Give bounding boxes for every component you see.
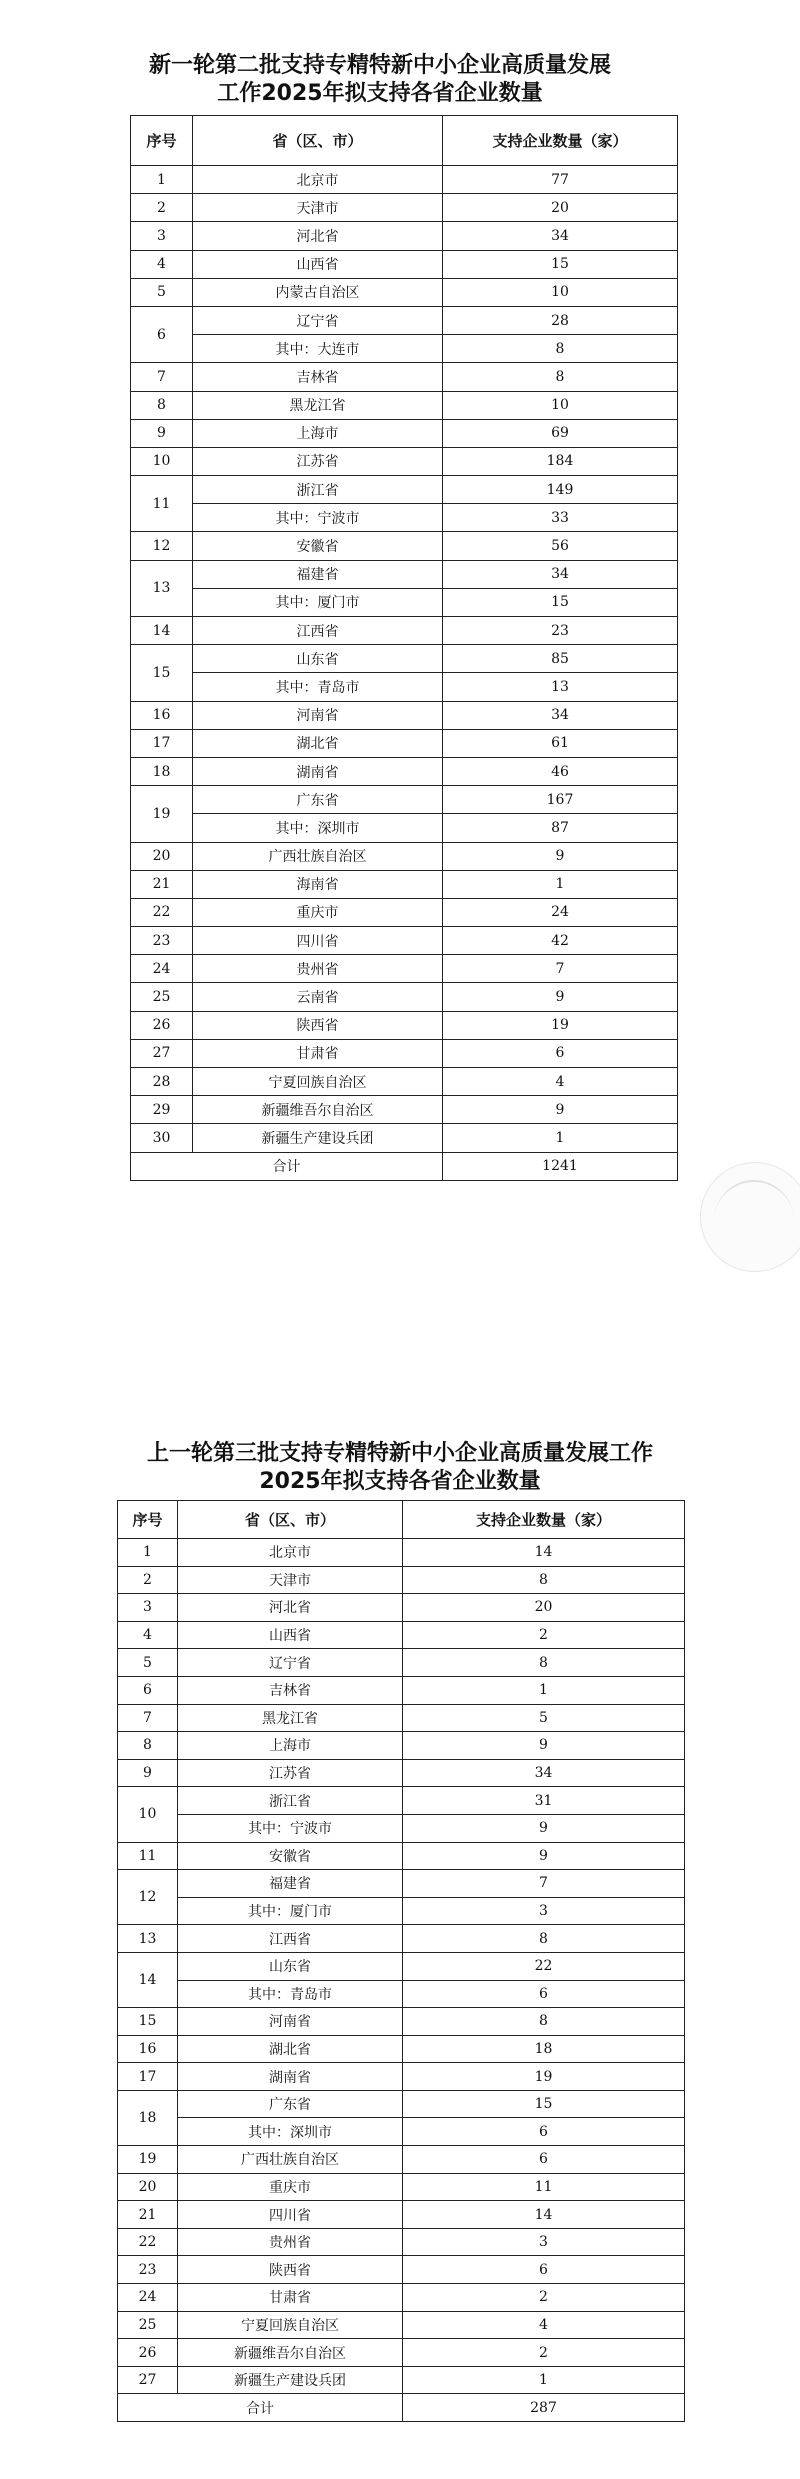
table-row bbox=[131, 983, 678, 1011]
province-name: 宁夏回族自治区 bbox=[193, 1068, 443, 1096]
header-row bbox=[118, 1501, 685, 1539]
enterprise-count: 20 bbox=[443, 194, 678, 222]
province-name: 其中：宁波市 bbox=[193, 504, 443, 532]
enterprise-count: 8 bbox=[443, 363, 678, 391]
province-name: 海南省 bbox=[193, 870, 443, 898]
enterprise-count: 31 bbox=[403, 1787, 685, 1815]
enterprise-count: 1 bbox=[403, 1676, 685, 1704]
table-row bbox=[118, 1980, 685, 2008]
table-row bbox=[118, 2090, 685, 2118]
province-name: 河北省 bbox=[193, 222, 443, 250]
table-row bbox=[118, 2339, 685, 2367]
province-name: 河南省 bbox=[193, 701, 443, 729]
table1 bbox=[130, 115, 678, 1181]
table-row bbox=[131, 306, 678, 334]
table-row bbox=[131, 814, 678, 842]
enterprise-count: 34 bbox=[443, 222, 678, 250]
province-name: 其中：大连市 bbox=[193, 335, 443, 363]
province-name: 江苏省 bbox=[178, 1759, 403, 1787]
row-number: 7 bbox=[118, 1704, 178, 1732]
row-number: 26 bbox=[118, 2339, 178, 2367]
table-row bbox=[131, 504, 678, 532]
table-row bbox=[118, 1649, 685, 1677]
row-number: 1 bbox=[118, 1539, 178, 1567]
province-name: 其中：宁波市 bbox=[178, 1814, 403, 1842]
row-number: 24 bbox=[118, 2284, 178, 2312]
province-name: 宁夏回族自治区 bbox=[178, 2311, 403, 2339]
table-row bbox=[118, 2366, 685, 2394]
province-name: 上海市 bbox=[178, 1732, 403, 1760]
row-number: 5 bbox=[131, 278, 193, 306]
province-name: 北京市 bbox=[178, 1539, 403, 1567]
province-name: 天津市 bbox=[193, 194, 443, 222]
enterprise-count: 28 bbox=[443, 306, 678, 334]
table-row bbox=[118, 1787, 685, 1815]
enterprise-count: 34 bbox=[443, 560, 678, 588]
province-name: 贵州省 bbox=[193, 955, 443, 983]
province-name: 内蒙古自治区 bbox=[193, 278, 443, 306]
table-row bbox=[131, 1068, 678, 1096]
enterprise-count: 24 bbox=[443, 898, 678, 926]
table-row bbox=[118, 1704, 685, 1732]
enterprise-count: 2 bbox=[403, 1621, 685, 1649]
table-row bbox=[131, 391, 678, 419]
enterprise-count: 3 bbox=[403, 1897, 685, 1925]
row-number: 3 bbox=[118, 1594, 178, 1622]
table-row bbox=[118, 1621, 685, 1649]
enterprise-count: 6 bbox=[403, 2118, 685, 2146]
table-row bbox=[131, 194, 678, 222]
enterprise-count: 3 bbox=[403, 2228, 685, 2256]
table2-title-line2: 2025年拟支持各省企业数量 bbox=[259, 1469, 541, 1494]
row-number: 8 bbox=[118, 1732, 178, 1760]
table-row bbox=[118, 2228, 685, 2256]
row-number: 17 bbox=[131, 729, 193, 757]
row-number: 15 bbox=[131, 645, 193, 701]
province-name: 重庆市 bbox=[178, 2173, 403, 2201]
province-name: 新疆维吾尔自治区 bbox=[193, 1096, 443, 1124]
row-number: 23 bbox=[118, 2256, 178, 2284]
province-name: 湖南省 bbox=[178, 2063, 403, 2091]
table-row bbox=[131, 729, 678, 757]
row-number: 12 bbox=[131, 532, 193, 560]
row-number: 10 bbox=[118, 1787, 178, 1842]
total-row bbox=[118, 2394, 685, 2422]
province-name: 甘肃省 bbox=[193, 1039, 443, 1067]
province-name: 安徽省 bbox=[178, 1842, 403, 1870]
header-province: 省（区、市） bbox=[193, 116, 443, 166]
table-row bbox=[131, 560, 678, 588]
table-row bbox=[118, 2063, 685, 2091]
enterprise-count: 10 bbox=[443, 391, 678, 419]
enterprise-count: 23 bbox=[443, 617, 678, 645]
row-number: 21 bbox=[118, 2201, 178, 2229]
province-name: 四川省 bbox=[178, 2201, 403, 2229]
row-number: 8 bbox=[131, 391, 193, 419]
table2-title-line1: 上一轮第三批支持专精特新中小企业高质量发展工作 bbox=[146, 1441, 653, 1466]
row-number: 16 bbox=[131, 701, 193, 729]
table-row bbox=[118, 1594, 685, 1622]
table-row bbox=[131, 955, 678, 983]
header-count: 支持企业数量（家） bbox=[403, 1501, 685, 1539]
enterprise-count: 184 bbox=[443, 447, 678, 475]
province-name: 安徽省 bbox=[193, 532, 443, 560]
province-name: 吉林省 bbox=[178, 1676, 403, 1704]
table-row bbox=[118, 2173, 685, 2201]
row-number: 19 bbox=[131, 786, 193, 842]
enterprise-count: 6 bbox=[443, 1039, 678, 1067]
row-number: 2 bbox=[131, 194, 193, 222]
province-name: 新疆生产建设兵团 bbox=[193, 1124, 443, 1152]
table-row bbox=[131, 222, 678, 250]
header-no: 序号 bbox=[131, 116, 193, 166]
table-row bbox=[131, 588, 678, 616]
row-number: 29 bbox=[131, 1096, 193, 1124]
province-name: 其中：厦门市 bbox=[193, 588, 443, 616]
row-number: 9 bbox=[118, 1759, 178, 1787]
enterprise-count: 8 bbox=[443, 335, 678, 363]
province-name: 贵州省 bbox=[178, 2228, 403, 2256]
enterprise-count: 15 bbox=[443, 588, 678, 616]
table-row bbox=[131, 757, 678, 785]
row-number: 26 bbox=[131, 1011, 193, 1039]
table-row bbox=[131, 786, 678, 814]
row-number: 22 bbox=[131, 898, 193, 926]
table-row bbox=[131, 870, 678, 898]
table-row bbox=[118, 1539, 685, 1567]
table-row bbox=[118, 2311, 685, 2339]
province-name: 浙江省 bbox=[178, 1787, 403, 1815]
enterprise-count: 8 bbox=[403, 2008, 685, 2036]
enterprise-count: 19 bbox=[403, 2063, 685, 2091]
table2-title bbox=[110, 1440, 690, 1496]
row-number: 11 bbox=[118, 1842, 178, 1870]
enterprise-count: 2 bbox=[403, 2339, 685, 2367]
enterprise-count: 7 bbox=[443, 955, 678, 983]
province-name: 福建省 bbox=[178, 1870, 403, 1898]
enterprise-count: 149 bbox=[443, 476, 678, 504]
table-row bbox=[118, 1814, 685, 1842]
row-number: 15 bbox=[118, 2008, 178, 2036]
row-number: 14 bbox=[131, 617, 193, 645]
table-row bbox=[118, 2256, 685, 2284]
province-name: 广西壮族自治区 bbox=[193, 842, 443, 870]
table1-title-line1: 新一轮第二批支持专精特新中小企业高质量发展 bbox=[148, 53, 611, 78]
enterprise-count: 9 bbox=[403, 1814, 685, 1842]
province-name: 广西壮族自治区 bbox=[178, 2146, 403, 2174]
province-name: 山东省 bbox=[178, 1952, 403, 1980]
row-number: 18 bbox=[131, 757, 193, 785]
row-number: 25 bbox=[131, 983, 193, 1011]
table-row bbox=[131, 645, 678, 673]
row-number: 21 bbox=[131, 870, 193, 898]
enterprise-count: 9 bbox=[443, 983, 678, 1011]
table-row bbox=[131, 476, 678, 504]
table-row bbox=[118, 2201, 685, 2229]
enterprise-count: 56 bbox=[443, 532, 678, 560]
row-number: 27 bbox=[118, 2366, 178, 2394]
table-row bbox=[118, 2146, 685, 2174]
province-name: 新疆维吾尔自治区 bbox=[178, 2339, 403, 2367]
province-name: 黑龙江省 bbox=[193, 391, 443, 419]
header-province: 省（区、市） bbox=[178, 1501, 403, 1539]
province-name: 江苏省 bbox=[193, 447, 443, 475]
province-name: 山西省 bbox=[178, 1621, 403, 1649]
enterprise-count: 14 bbox=[403, 1539, 685, 1567]
total-value: 1241 bbox=[443, 1152, 678, 1180]
enterprise-count: 6 bbox=[403, 2256, 685, 2284]
province-name: 四川省 bbox=[193, 927, 443, 955]
enterprise-count: 2 bbox=[403, 2284, 685, 2312]
enterprise-count: 87 bbox=[443, 814, 678, 842]
enterprise-count: 8 bbox=[403, 1649, 685, 1677]
row-number: 28 bbox=[131, 1068, 193, 1096]
province-name: 北京市 bbox=[193, 166, 443, 194]
table-row bbox=[131, 166, 678, 194]
province-name: 陕西省 bbox=[193, 1011, 443, 1039]
province-name: 浙江省 bbox=[193, 476, 443, 504]
province-name: 其中：青岛市 bbox=[193, 673, 443, 701]
row-number: 14 bbox=[118, 1952, 178, 2007]
enterprise-count: 8 bbox=[403, 1925, 685, 1953]
province-name: 黑龙江省 bbox=[178, 1704, 403, 1732]
table-row bbox=[118, 1897, 685, 1925]
table-row bbox=[131, 335, 678, 363]
province-name: 新疆生产建设兵团 bbox=[178, 2366, 403, 2394]
row-number: 30 bbox=[131, 1124, 193, 1152]
table-row bbox=[131, 617, 678, 645]
row-number: 10 bbox=[131, 447, 193, 475]
table-row bbox=[131, 419, 678, 447]
row-number: 19 bbox=[118, 2146, 178, 2174]
enterprise-count: 33 bbox=[443, 504, 678, 532]
row-number: 4 bbox=[131, 250, 193, 278]
table1-title bbox=[100, 52, 660, 108]
table-row bbox=[131, 673, 678, 701]
header-row bbox=[131, 116, 678, 166]
table-row bbox=[131, 842, 678, 870]
table-row bbox=[131, 278, 678, 306]
enterprise-count: 34 bbox=[443, 701, 678, 729]
enterprise-count: 1 bbox=[443, 870, 678, 898]
province-name: 广东省 bbox=[193, 786, 443, 814]
row-number: 20 bbox=[118, 2173, 178, 2201]
row-number: 6 bbox=[118, 1676, 178, 1704]
table-row bbox=[131, 701, 678, 729]
province-name: 上海市 bbox=[193, 419, 443, 447]
table2-body bbox=[118, 1501, 685, 2422]
table-row bbox=[118, 2008, 685, 2036]
row-number: 16 bbox=[118, 2035, 178, 2063]
enterprise-count: 6 bbox=[403, 1980, 685, 2008]
table-row bbox=[118, 2118, 685, 2146]
enterprise-count: 9 bbox=[403, 1842, 685, 1870]
total-value: 287 bbox=[403, 2394, 685, 2422]
table-row bbox=[131, 532, 678, 560]
row-number: 23 bbox=[131, 927, 193, 955]
total-label: 合计 bbox=[118, 2394, 403, 2422]
province-name: 云南省 bbox=[193, 983, 443, 1011]
enterprise-count: 9 bbox=[443, 842, 678, 870]
enterprise-count: 4 bbox=[403, 2311, 685, 2339]
enterprise-count: 22 bbox=[403, 1952, 685, 1980]
province-name: 河北省 bbox=[178, 1594, 403, 1622]
table-row bbox=[118, 1870, 685, 1898]
province-name: 湖北省 bbox=[178, 2035, 403, 2063]
enterprise-count: 46 bbox=[443, 757, 678, 785]
row-number: 13 bbox=[131, 560, 193, 616]
row-number: 3 bbox=[131, 222, 193, 250]
row-number: 18 bbox=[118, 2090, 178, 2145]
province-name: 天津市 bbox=[178, 1566, 403, 1594]
table-row bbox=[131, 250, 678, 278]
province-name: 吉林省 bbox=[193, 363, 443, 391]
table-row bbox=[118, 1732, 685, 1760]
province-name: 湖南省 bbox=[193, 757, 443, 785]
province-name: 江西省 bbox=[178, 1925, 403, 1953]
table-row bbox=[118, 1566, 685, 1594]
province-name: 其中：深圳市 bbox=[193, 814, 443, 842]
table2 bbox=[117, 1500, 685, 2422]
province-name: 重庆市 bbox=[193, 898, 443, 926]
enterprise-count: 167 bbox=[443, 786, 678, 814]
table-row bbox=[131, 363, 678, 391]
enterprise-count: 1 bbox=[403, 2366, 685, 2394]
enterprise-count: 9 bbox=[443, 1096, 678, 1124]
province-name: 辽宁省 bbox=[193, 306, 443, 334]
enterprise-count: 85 bbox=[443, 645, 678, 673]
header-no: 序号 bbox=[118, 1501, 178, 1539]
province-name: 山东省 bbox=[193, 645, 443, 673]
row-number: 13 bbox=[118, 1925, 178, 1953]
table-row bbox=[118, 1759, 685, 1787]
table1-body bbox=[131, 116, 678, 1181]
table-row bbox=[131, 447, 678, 475]
enterprise-count: 69 bbox=[443, 419, 678, 447]
total-row bbox=[131, 1152, 678, 1180]
table1-title-line2: 工作2025年拟支持各省企业数量 bbox=[217, 81, 543, 106]
province-name: 陕西省 bbox=[178, 2256, 403, 2284]
row-number: 9 bbox=[131, 419, 193, 447]
enterprise-count: 19 bbox=[443, 1011, 678, 1039]
province-name: 广东省 bbox=[178, 2090, 403, 2118]
row-number: 4 bbox=[118, 1621, 178, 1649]
row-number: 17 bbox=[118, 2063, 178, 2091]
header-count: 支持企业数量（家） bbox=[443, 116, 678, 166]
enterprise-count: 34 bbox=[403, 1759, 685, 1787]
enterprise-count: 11 bbox=[403, 2173, 685, 2201]
province-name: 甘肃省 bbox=[178, 2284, 403, 2312]
province-name: 其中：青岛市 bbox=[178, 1980, 403, 2008]
enterprise-count: 20 bbox=[403, 1594, 685, 1622]
enterprise-count: 42 bbox=[443, 927, 678, 955]
enterprise-count: 9 bbox=[403, 1732, 685, 1760]
enterprise-count: 5 bbox=[403, 1704, 685, 1732]
row-number: 6 bbox=[131, 306, 193, 362]
enterprise-count: 10 bbox=[443, 278, 678, 306]
total-label: 合计 bbox=[131, 1152, 443, 1180]
table-row bbox=[118, 1676, 685, 1704]
row-number: 12 bbox=[118, 1870, 178, 1925]
province-name: 山西省 bbox=[193, 250, 443, 278]
province-name: 其中：厦门市 bbox=[178, 1897, 403, 1925]
province-name: 福建省 bbox=[193, 560, 443, 588]
enterprise-count: 6 bbox=[403, 2146, 685, 2174]
enterprise-count: 14 bbox=[403, 2201, 685, 2229]
table-row bbox=[118, 1952, 685, 1980]
province-name: 湖北省 bbox=[193, 729, 443, 757]
enterprise-count: 4 bbox=[443, 1068, 678, 1096]
enterprise-count: 1 bbox=[443, 1124, 678, 1152]
province-name: 其中：深圳市 bbox=[178, 2118, 403, 2146]
enterprise-count: 7 bbox=[403, 1870, 685, 1898]
table-row bbox=[118, 1842, 685, 1870]
row-number: 11 bbox=[131, 476, 193, 532]
table-row bbox=[131, 1039, 678, 1067]
row-number: 2 bbox=[118, 1566, 178, 1594]
row-number: 22 bbox=[118, 2228, 178, 2256]
row-number: 24 bbox=[131, 955, 193, 983]
row-number: 5 bbox=[118, 1649, 178, 1677]
enterprise-count: 77 bbox=[443, 166, 678, 194]
row-number: 25 bbox=[118, 2311, 178, 2339]
row-number: 27 bbox=[131, 1039, 193, 1067]
table-row bbox=[131, 1124, 678, 1152]
table-row bbox=[131, 1011, 678, 1039]
enterprise-count: 8 bbox=[403, 1566, 685, 1594]
enterprise-count: 18 bbox=[403, 2035, 685, 2063]
table-row bbox=[118, 2035, 685, 2063]
floating-button-arc bbox=[714, 1180, 794, 1262]
table-row bbox=[118, 1925, 685, 1953]
enterprise-count: 15 bbox=[443, 250, 678, 278]
province-name: 江西省 bbox=[193, 617, 443, 645]
enterprise-count: 13 bbox=[443, 673, 678, 701]
row-number: 1 bbox=[131, 166, 193, 194]
table-row bbox=[118, 2284, 685, 2312]
province-name: 辽宁省 bbox=[178, 1649, 403, 1677]
enterprise-count: 61 bbox=[443, 729, 678, 757]
table-row bbox=[131, 898, 678, 926]
enterprise-count: 15 bbox=[403, 2090, 685, 2118]
table-row bbox=[131, 927, 678, 955]
province-name: 河南省 bbox=[178, 2008, 403, 2036]
row-number: 7 bbox=[131, 363, 193, 391]
row-number: 20 bbox=[131, 842, 193, 870]
table-row bbox=[131, 1096, 678, 1124]
